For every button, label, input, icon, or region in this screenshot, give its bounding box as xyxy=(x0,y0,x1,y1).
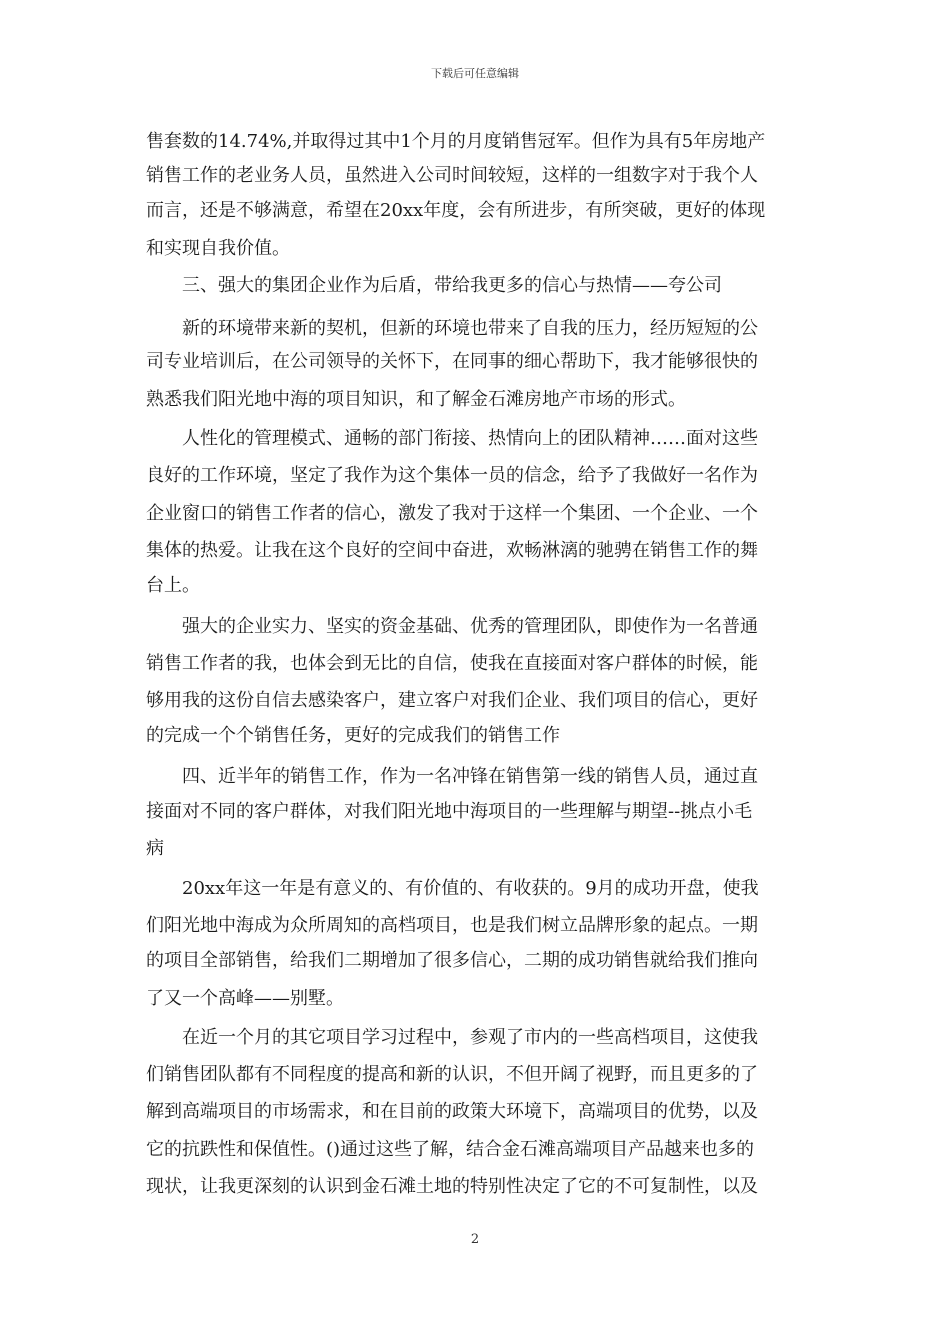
text-line: 的完成一个个销售任务，更好的完成我们的销售工作 xyxy=(146,725,560,746)
text-line: 司专业培训后，在公司领导的关怀下，在同事的细心帮助下，我才能够很快的 xyxy=(146,351,758,372)
text-line: 和实现自我价值。 xyxy=(146,238,290,259)
text-line: 们销售团队都有不同程度的提高和新的认识，不但开阔了视野，而且更多的了 xyxy=(146,1064,758,1085)
page-header: 下载后可任意编辑 xyxy=(431,67,519,80)
text-line: 售套数的14.74%,并取得过其中1个月的月度销售冠军。但作为具有5年房地产 xyxy=(146,131,766,152)
section-heading: 三、强大的集团企业作为后盾，带给我更多的信心与热情——夸公司 xyxy=(182,275,722,296)
text-line: 企业窗口的销售工作者的信心，激发了我对于这样一个集团、一个企业、一个 xyxy=(146,503,758,524)
text-line: 熟悉我们阳光地中海的项目知识，和了解金石滩房地产市场的形式。 xyxy=(146,389,686,410)
text-line: 了又一个高峰——别墅。 xyxy=(146,988,344,1009)
text-line: 强大的企业实力、坚实的资金基础、优秀的管理团队，即使作为一名普通 xyxy=(182,616,758,637)
text-line: 良好的工作环境，坚定了我作为这个集体一员的信念，给予了我做好一名作为 xyxy=(146,465,758,486)
text-line: 够用我的这份自信去感染客户，建立客户对我们企业、我们项目的信心，更好 xyxy=(146,690,758,711)
text-line: 销售工作者的我，也体会到无比的自信，使我在直接面对客户群体的时候，能 xyxy=(146,653,758,674)
text-line: 们阳光地中海成为众所周知的高档项目，也是我们树立品牌形象的起点。一期 xyxy=(146,915,758,936)
text-line: 人性化的管理模式、通畅的部门衔接、热情向上的团队精神……面对这些 xyxy=(182,428,758,449)
text-line: 现状，让我更深刻的认识到金石滩土地的特别性决定了它的不可复制性，以及 xyxy=(146,1176,758,1197)
text-line: 新的环境带来新的契机，但新的环境也带来了自我的压力，经历短短的公 xyxy=(182,318,758,339)
text-line: 20xx年这一年是有意义的、有价值的、有收获的。9月的成功开盘，使我 xyxy=(182,878,759,899)
text-line: 在近一个月的其它项目学习过程中，参观了市内的一些高档项目，这使我 xyxy=(182,1027,758,1048)
text-line: 销售工作的老业务人员，虽然进入公司时间较短，这样的一组数字对于我个人 xyxy=(146,165,758,186)
text-line: 解到高端项目的市场需求，和在目前的政策大环境下，高端项目的优势，以及 xyxy=(146,1101,758,1122)
text-line: 集体的热爱。让我在这个良好的空间中奋进，欢畅淋漓的驰骋在销售工作的舞 xyxy=(146,540,758,561)
text-line: 的项目全部销售，给我们二期增加了很多信心，二期的成功销售就给我们推向 xyxy=(146,950,758,971)
page-number: 2 xyxy=(470,1232,480,1247)
text-line: 它的抗跌性和保值性。()通过这些了解，结合金石滩高端项目产品越来也多的 xyxy=(146,1139,755,1160)
text-line: 病 xyxy=(146,838,164,859)
section-heading: 四、近半年的销售工作，作为一名冲锋在销售第一线的销售人员，通过直 xyxy=(182,766,758,787)
text-line: 接面对不同的客户群体，对我们阳光地中海项目的一些理解与期望--挑点小毛 xyxy=(146,801,753,822)
text-line: 而言，还是不够满意，希望在20xx年度，会有所进步，有所突破，更好的体现 xyxy=(146,200,766,221)
text-line: 台上。 xyxy=(146,575,200,596)
